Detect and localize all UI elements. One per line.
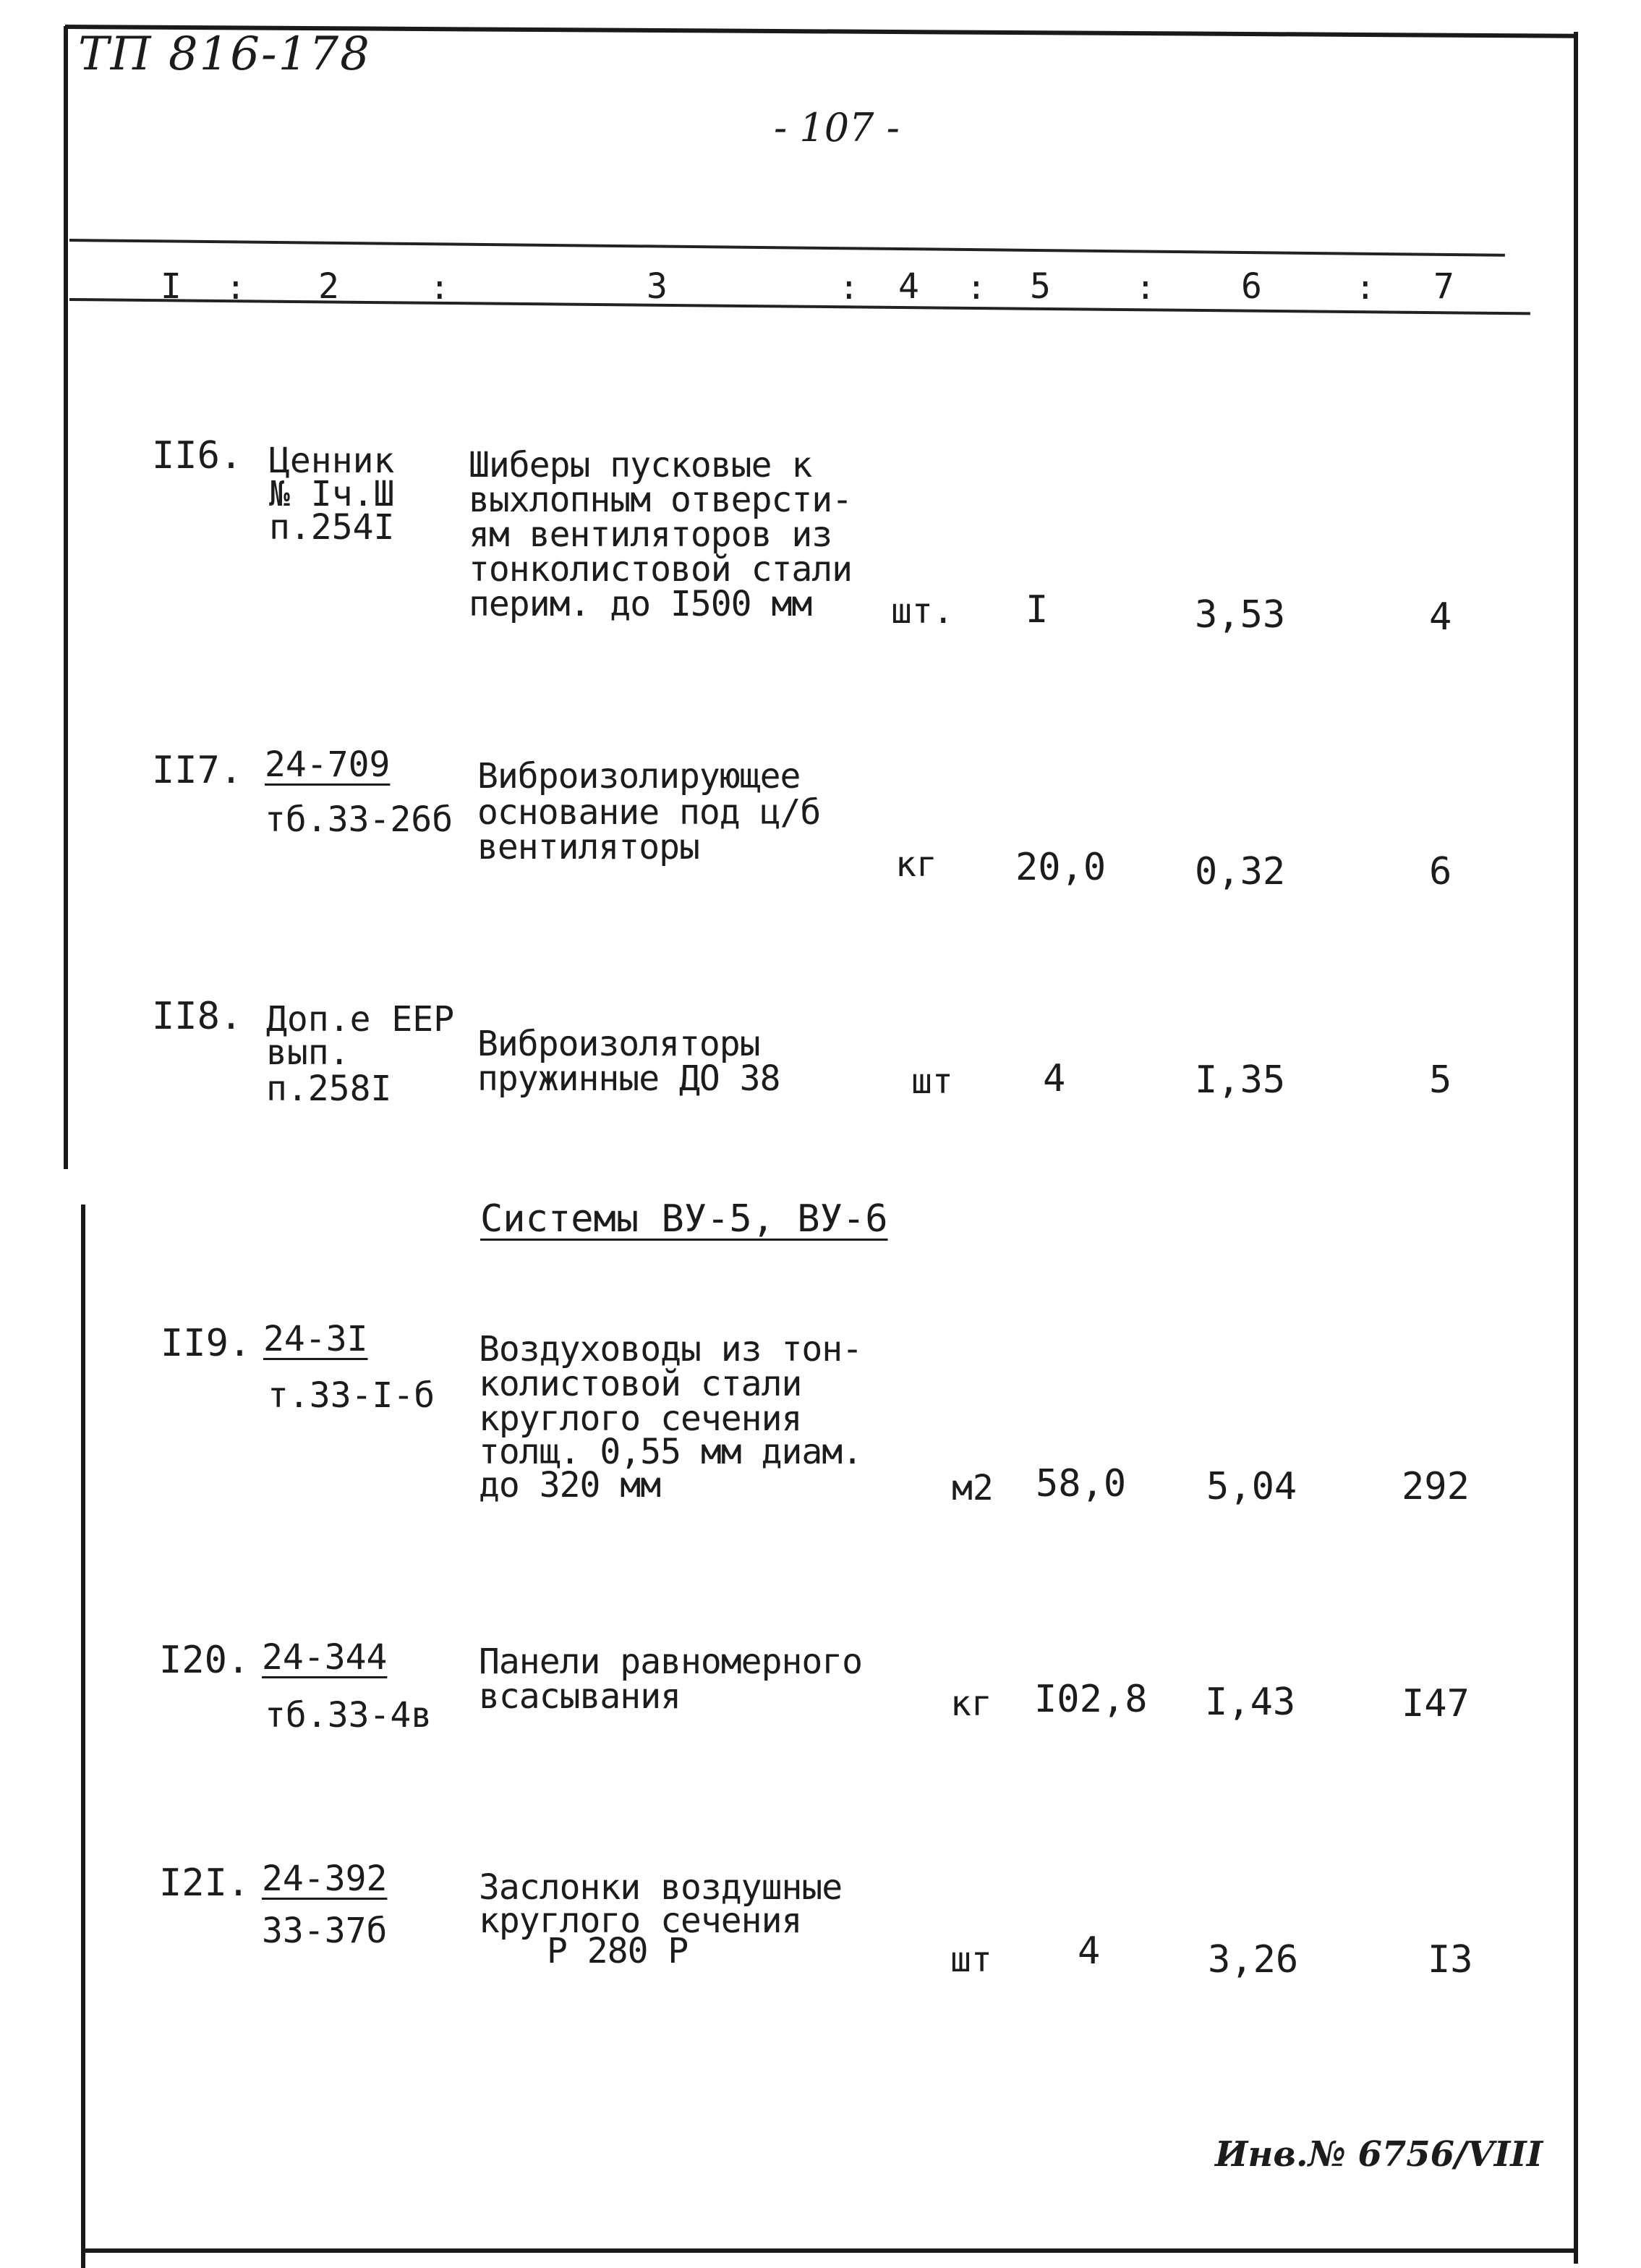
column-separator: :	[839, 268, 859, 307]
row-reference: тб.33-4в	[265, 1695, 432, 1736]
row-unit: кг	[895, 844, 937, 885]
row-unit: м2	[952, 1468, 994, 1508]
row-description: основание под ц/б	[477, 792, 821, 833]
frame-left-border-lower	[81, 1205, 85, 2268]
row-total: 4	[1429, 595, 1452, 639]
row-description: перим. до I500 мм	[469, 584, 812, 624]
row-reference: 24-709	[265, 744, 391, 785]
row-reference: 24-344	[262, 1637, 388, 1678]
row-reference: т.33-I-б	[268, 1375, 435, 1416]
row-description: толщ. 0,55 мм диам.	[479, 1432, 863, 1472]
frame-left-border	[64, 26, 68, 1169]
frame-right-border	[1574, 32, 1578, 2264]
row-description: Панели равномерного	[479, 1641, 863, 1682]
frame-bottom-border	[85, 2248, 1577, 2253]
column-separator: :	[1135, 268, 1156, 307]
row-quantity: 4	[1043, 1057, 1066, 1100]
document-code: ТП 816-178	[78, 27, 371, 81]
row-reference: п.258I	[266, 1069, 392, 1109]
row-unit: шт	[950, 1940, 992, 1980]
row-unit: шт	[911, 1061, 953, 1102]
row-quantity: 4	[1078, 1929, 1101, 1973]
row-description: колистовой стали	[479, 1364, 802, 1404]
row-quantity: 58,0	[1036, 1462, 1127, 1505]
row-quantity: I	[1026, 588, 1049, 632]
section-title: Системы ВУ-5, ВУ-6	[480, 1197, 888, 1241]
row-description: Шиберы пусковые к	[469, 445, 812, 485]
row-total: I3	[1428, 1938, 1473, 1982]
column-header-4: 4	[898, 266, 919, 307]
column-separator: :	[430, 268, 450, 307]
row-description: ям вентиляторов из	[469, 514, 832, 555]
row-description: Р 280 Р	[547, 1931, 689, 1971]
row-description: Виброизоляторы	[477, 1024, 760, 1064]
row-description: до 320 мм	[479, 1465, 661, 1505]
row-number: I20.	[159, 1639, 250, 1682]
row-description: всасывания	[479, 1676, 681, 1717]
row-description: тонколистовой стали	[469, 549, 853, 590]
row-reference: тб.33-26б	[265, 799, 453, 840]
row-unit: шт.	[891, 591, 954, 632]
row-price: 3,53	[1195, 593, 1286, 637]
row-total: 5	[1429, 1058, 1452, 1102]
row-quantity: 20,0	[1015, 846, 1107, 889]
table-header-rule-bottom	[69, 298, 1530, 315]
row-description: пружинные ДО 38	[477, 1058, 780, 1099]
row-description: Заслонки воздушные	[479, 1867, 843, 1908]
row-reference: п.254I	[269, 507, 395, 548]
row-unit: кг	[950, 1683, 992, 1724]
row-number: II8.	[152, 995, 243, 1038]
column-header-3: 3	[647, 266, 668, 307]
row-reference: 33-37б	[262, 1911, 388, 1951]
table-header-rule-top	[69, 239, 1505, 257]
row-reference: № Iч.Ш	[269, 474, 395, 514]
row-description: круглого сечения	[479, 1398, 802, 1439]
row-price: 0,32	[1195, 850, 1286, 893]
row-number: II7.	[152, 749, 243, 792]
row-price: 5,04	[1206, 1465, 1297, 1508]
row-reference: Ценник	[269, 441, 395, 481]
row-description: Воздуховоды из тон-	[479, 1329, 863, 1369]
column-header-6: 6	[1241, 266, 1262, 307]
row-description: Виброизолирующее	[477, 756, 801, 797]
row-description: вентиляторы	[477, 827, 699, 867]
row-price: I,43	[1205, 1681, 1296, 1724]
row-reference: 24-3I	[263, 1319, 368, 1359]
column-header-2: 2	[318, 266, 339, 307]
row-price: 3,26	[1208, 1938, 1299, 1982]
inventory-stamp: Инв.№ 6756/VIII	[1215, 2134, 1543, 2175]
row-number: II6.	[152, 434, 243, 477]
column-separator: :	[1355, 268, 1376, 307]
row-quantity: I02,8	[1034, 1678, 1148, 1721]
row-total: 6	[1429, 850, 1452, 893]
row-number: II9.	[161, 1322, 252, 1365]
page-number: - 107 -	[774, 105, 900, 150]
row-description: круглого сечения	[479, 1900, 802, 1941]
row-total: 292	[1402, 1465, 1470, 1508]
row-description: выхлопным отверсти-	[469, 480, 853, 520]
column-header-7: 7	[1433, 266, 1454, 307]
row-reference: Доп.е ЕЕР	[266, 999, 455, 1040]
column-header-5: 5	[1030, 266, 1051, 307]
row-reference: вып.	[266, 1032, 350, 1073]
column-separator: :	[226, 268, 246, 307]
row-total: I47	[1402, 1682, 1470, 1725]
row-reference: 24-392	[262, 1859, 388, 1899]
row-number: I2I.	[159, 1861, 250, 1905]
row-price: I,35	[1195, 1058, 1286, 1102]
column-separator: :	[966, 268, 986, 307]
column-header-1: I	[161, 266, 182, 307]
